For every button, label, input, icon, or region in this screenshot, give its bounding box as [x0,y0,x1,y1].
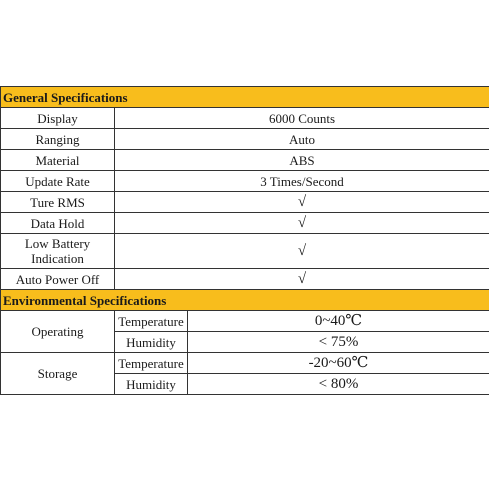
environmental-header-row [1,290,489,311]
spec-label: Low Battery Indication [1,234,115,269]
spec-label: Material [1,150,115,171]
check-mark: √ [115,234,489,269]
env-param: Temperature [115,311,188,332]
env-param: Humidity [115,374,188,395]
env-param: Temperature [115,353,188,374]
general-specifications-title: General Specifications [1,87,489,108]
environmental-specifications-title: Environmental Specifications [1,290,489,311]
spec-row-data-hold [1,213,489,234]
env-param: Humidity [115,332,188,353]
env-row-operating-temperature [1,311,489,332]
spec-table [0,86,489,395]
spec-row-update-rate [1,171,489,192]
env-group-label: Storage [1,353,115,395]
spec-label: Display [1,108,115,129]
spec-label: Ture RMS [1,192,115,213]
spec-row-ranging [1,129,489,150]
spec-table-container [0,86,489,395]
env-value: -20~60℃ [188,353,489,374]
check-mark: √ [115,213,489,234]
spec-label: Data Hold [1,213,115,234]
env-value: < 80% [188,374,489,395]
spec-row-display [1,108,489,129]
general-header-row [1,87,489,108]
spec-value: 6000 Counts [115,108,489,129]
spec-value: Auto [115,129,489,150]
spec-row-true-rms [1,192,489,213]
env-value: < 75% [188,332,489,353]
spec-label: Update Rate [1,171,115,192]
check-mark: √ [115,192,489,213]
env-row-storage-temperature [1,353,489,374]
env-value: 0~40℃ [188,311,489,332]
spec-row-material [1,150,489,171]
spec-value: ABS [115,150,489,171]
spec-label: Ranging [1,129,115,150]
spec-row-low-battery [1,234,489,269]
spec-value: 3 Times/Second [115,171,489,192]
spec-label: Auto Power Off [1,269,115,290]
spec-row-auto-power-off [1,269,489,290]
env-group-label: Operating [1,311,115,353]
check-mark: √ [115,269,489,290]
